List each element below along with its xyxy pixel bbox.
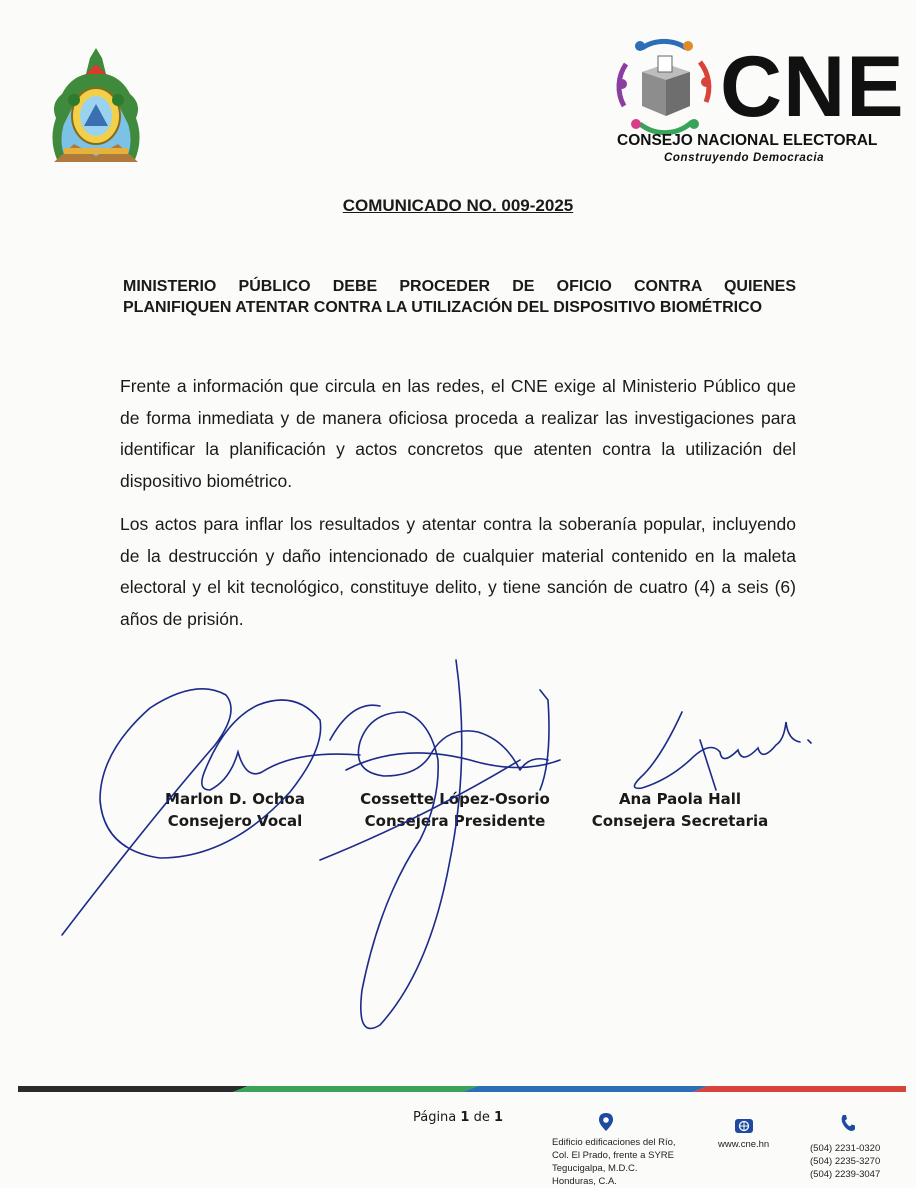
web-icon	[734, 1118, 754, 1136]
cne-acronym: CNE	[720, 39, 905, 135]
communique-body	[120, 371, 796, 635]
signatory-vocal	[150, 788, 320, 832]
footer-address: Edificio edificaciones del Río, Col. El Prado, frente a SYRE Tegucigalpa, M.D.C. Honduras, C.A.	[552, 1137, 676, 1187]
ballot-box-icon	[614, 36, 714, 136]
cne-slogan: Construyendo Democracia	[664, 152, 825, 164]
signatory-name: Ana Paola Hall	[618, 790, 742, 808]
signature-cossette-lopez	[320, 660, 560, 1028]
footer-phones: (504) 2231-0320 (504) 2235-3270 (504) 2239-3047	[810, 1143, 881, 1180]
phone-icon	[840, 1114, 856, 1132]
footer-color-bar	[18, 1082, 906, 1094]
signatory-name: Cossette López-Osorio	[360, 790, 550, 808]
signature-ana-paola-hall	[634, 712, 811, 790]
location-pin-icon	[598, 1112, 614, 1132]
signatory-secretary	[590, 788, 770, 832]
paragraph-1: Frente a información que circula en las redes, el CNE exige al Ministerio Público que de forma inmediata y de manera oficiosa proceda a realizar las investigaciones para identificar la planificación y actos concretos que atenten contra la utilización del dispositivo biométrico.	[120, 376, 796, 491]
communique-headline	[123, 276, 796, 318]
communique-number: COMUNICADO NO. 009-2025	[342, 196, 574, 215]
page-number: Página 1 de 1	[412, 1110, 504, 1125]
cne-logo	[614, 36, 905, 172]
headline-line-1: MINISTERIO PÚBLICO DEBE PROCEDER DE OFICIO CONTRA QUIENES	[123, 278, 796, 295]
honduras-coat-of-arms-icon	[44, 44, 148, 170]
signatory-name: Marlon D. Ochoa	[165, 790, 305, 808]
headline-line-2: PLANIFIQUEN ATENTAR CONTRA LA UTILIZACIÓN DEL DISPOSITIVO BIOMÉTRICO	[123, 299, 763, 316]
signatory-president	[350, 788, 560, 832]
footer-website[interactable]: www.cne.hn	[718, 1139, 770, 1150]
signatory-role: Consejera Presidente	[364, 812, 546, 830]
signatory-role: Consejera Secretaria	[591, 812, 769, 830]
cne-full-name: CONSEJO NACIONAL ELECTORAL	[617, 132, 878, 149]
handwritten-signatures	[0, 640, 916, 1040]
signatory-role: Consejero Vocal	[167, 812, 303, 830]
paragraph-2: Los actos para inflar los resultados y atentar contra la soberanía popular, incluyendo de la destrucción y daño intencionado de cualquier material contenido en la maleta electoral y el kit tecnológico, constituye delito, y tiene sanción de cuatro (4) a seis (6) años de prisión.	[120, 514, 796, 629]
